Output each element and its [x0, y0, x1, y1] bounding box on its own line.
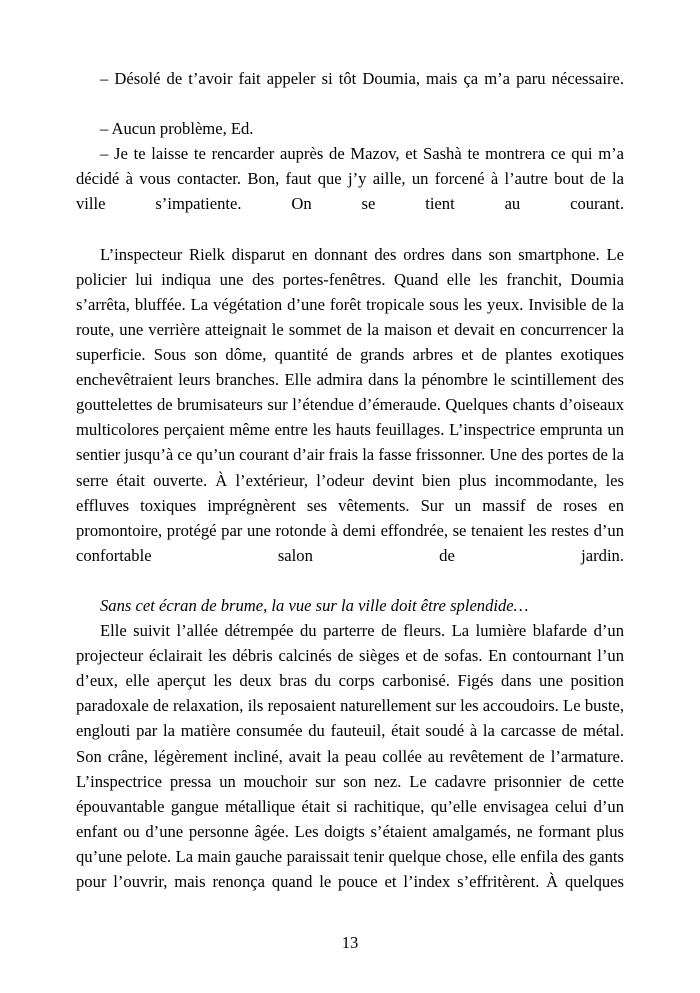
- paragraph-narrative-2: Elle suivit l’allée détrempée du parterre de fleurs. La lumière blafarde d’un projecteur éclairait les débris calcinés de sièges et de sofas. En contournant l’un d’eux, elle aperçut les deux bras du corps carbonisé. Figés dans une position paradoxale de relaxation, ils reposaient naturellement sur les accoudoirs. Le buste, englouti par la matière consumée du fauteuil, était soudé à la carcasse de métal. Son crâne, légèrement incliné, avait la peau collée au revêtement de l’armature. L’inspectrice pressa un mouchoir sur son nez. Le cadavre prisonnier de cette épouvantable gangue métallique était si rachitique, qu’elle envisagea celui d’un enfant ou d’une personne âgée. Les doigts s’étaient amalgamés, ne formant plus qu’une pelote. La main gauche paraissait tenir quelque chose, elle enfila des gants pour l’ouvrir, mais renonça quand le pouce et l’index s’effritèrent. À quelques: [76, 621, 624, 891]
- paragraph-dialogue-3: – Je te laisse te rencarder auprès de Mazov, et Sashà te montrera ce qui m’a décidé à vous contacter. Bon, faut que j’y aille, un forcené à l’autre bout de la ville s’impatiente. On se tient au courant.: [76, 144, 624, 214]
- paragraph-narrative-1: L’inspecteur Rielk disparut en donnant des ordres dans son smartphone. Le policier lui indiqua une des portes-fenêtres. Quand elle les franchit, Doumia s’arrêta, bluffée. La végétation d’une forêt tropicale sous les yeux. Invisible de la route, une verrière atteignait le sommet de la maison et devait en concurrencer la superficie. Sous son dôme, quantité de grands arbres et de plantes exotiques enchevêtraient leurs branches. Elle admira dans la pénombre le scintillement des gouttelettes de brumisateurs sur l’étendue d’émeraude. Quelques chants d’oiseaux multicolores perçaient même entre les hauts feuillages. L’inspectrice emprunta un sentier jusqu’à ce qu’un courant d’air frais la fasse frissonner. Une des portes de la serre était ouverte. À l’extérieur, l’odeur devint bien plus incommodante, les effluves toxiques imprégnèrent ses vêtements. Sur un massif de roses en promontoire, protégé par une rotonde à demi effondrée, se tenaient les restes d’un confortable salon de jardin.: [76, 244, 624, 565]
- page-number: 13: [341, 933, 359, 952]
- paragraph-inner-thought: Sans cet écran de brume, la vue sur la ville doit être splendide…: [100, 595, 529, 615]
- paragraph-dialogue-2: – Aucun problème, Ed.: [100, 119, 254, 139]
- paragraph-dialogue-1: – Désolé de t’avoir fait appeler si tôt Doumia, mais ça m’a paru nécessaire.: [100, 69, 624, 88]
- text-column: [76, 66, 624, 919]
